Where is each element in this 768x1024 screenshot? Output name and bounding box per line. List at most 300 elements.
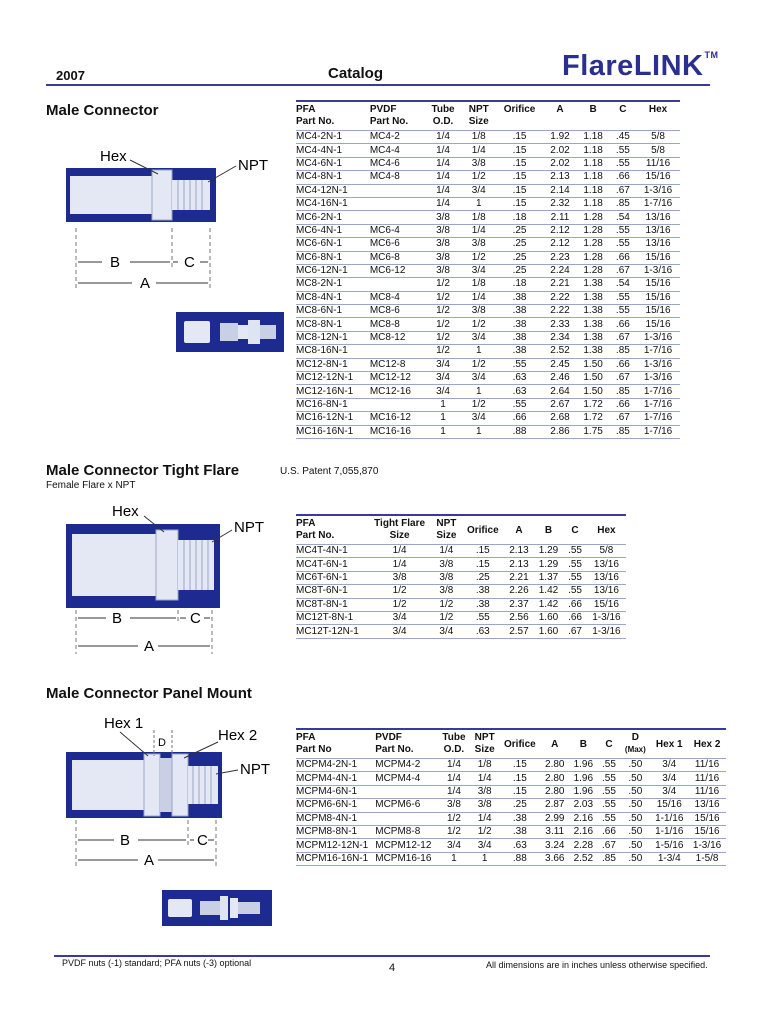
section-title-tight-flare: Male Connector Tight Flare — [46, 462, 240, 479]
table-cell: 3/8 — [462, 305, 496, 318]
label-a: A — [140, 275, 151, 292]
table-cell: 1-3/16 — [636, 331, 680, 344]
table-cell: 1/4 — [424, 131, 462, 144]
table-cell: 5/8 — [636, 144, 680, 157]
table-cell: 1/4 — [424, 144, 462, 157]
table-cell — [375, 785, 438, 798]
th-c: C — [598, 729, 621, 759]
table-cell: MC8T-8N-1 — [296, 598, 368, 611]
th-pvdf: PVDF — [370, 101, 424, 116]
table-cell: 15/16 — [688, 825, 726, 838]
table-row — [296, 197, 680, 210]
table-cell: .55 — [598, 812, 621, 825]
table-cell — [370, 398, 424, 411]
table-cell: MC8-4N-1 — [296, 291, 370, 304]
table-cell: 1.18 — [577, 144, 610, 157]
table-cell: .55 — [563, 558, 587, 571]
table-cell: 1.29 — [534, 545, 564, 558]
table-cell: 3/8 — [438, 799, 470, 812]
table-row — [296, 625, 626, 638]
table-row — [296, 385, 680, 398]
th-b: B — [569, 729, 598, 759]
table-cell: MC6-4 — [370, 224, 424, 237]
diagram-body — [72, 534, 156, 596]
table-cell: 3/8 — [462, 238, 496, 251]
table-cell: 1.38 — [577, 291, 610, 304]
table-cell: 1/8 — [462, 278, 496, 291]
table-cell: 13/16 — [636, 238, 680, 251]
table-cell: 1/2 — [462, 171, 496, 184]
table-cell: 1.72 — [577, 412, 610, 425]
table-cell: MCPM4-2 — [375, 759, 438, 772]
table-cell — [370, 184, 424, 197]
th-npt-sub: Size — [468, 116, 489, 127]
table-cell: .66 — [610, 318, 636, 331]
male-connector-table — [296, 100, 680, 439]
label-d: D — [158, 737, 166, 749]
table-cell: MC4-4 — [370, 144, 424, 157]
table-row — [296, 812, 726, 825]
table-cell: MC8-2N-1 — [296, 278, 370, 291]
table-cell: 1/2 — [438, 825, 470, 838]
table-cell: 3/4 — [470, 839, 499, 852]
table-cell: 1-7/16 — [636, 385, 680, 398]
table-cell: 1/4 — [438, 759, 470, 772]
table-cell: 2.80 — [540, 759, 569, 772]
table-cell: 3/4 — [438, 839, 470, 852]
table-cell: 1/2 — [431, 598, 461, 611]
table-cell: MCPM4-6N-1 — [296, 785, 375, 798]
table-cell: 1.42 — [534, 585, 564, 598]
table-cell: .67 — [610, 264, 636, 277]
table-cell: 1/2 — [424, 345, 462, 358]
th-tube-sub: O.D. — [443, 744, 465, 755]
table-cell: 2.12 — [543, 238, 576, 251]
table-cell: MCPM6-6 — [375, 799, 438, 812]
table-cell: 1-3/16 — [688, 839, 726, 852]
table-cell: MCPM12-12N-1 — [296, 839, 375, 852]
table-cell: .67 — [610, 412, 636, 425]
table-cell — [370, 278, 424, 291]
table-cell: .18 — [496, 211, 544, 224]
th-c: C — [563, 515, 587, 545]
table-cell: 1-3/16 — [636, 184, 680, 197]
tight-flare-table — [296, 514, 626, 639]
table-cell: 1/2 — [438, 812, 470, 825]
table-cell: 1.38 — [577, 305, 610, 318]
table-row — [296, 345, 680, 358]
table-cell: 2.13 — [504, 558, 534, 571]
label-b: B — [112, 610, 123, 627]
table-cell: MC12-12 — [370, 372, 424, 385]
table-cell: 1-3/16 — [587, 611, 626, 624]
table-cell: 1/4 — [431, 545, 461, 558]
th-d-sub: (Max) — [624, 745, 646, 754]
table-cell: .54 — [610, 278, 636, 291]
table-cell: .38 — [496, 291, 544, 304]
table-cell: .88 — [496, 425, 544, 438]
th-pfa-sub: Part No. — [296, 116, 335, 127]
table-cell: MCPM8-4N-1 — [296, 812, 375, 825]
table-cell: 2.86 — [543, 425, 576, 438]
catalog-year: 2007 — [56, 68, 85, 83]
table-cell: 1.28 — [577, 251, 610, 264]
table-cell: MC4-6 — [370, 157, 424, 170]
table-cell: 2.28 — [569, 839, 598, 852]
th-tight-flare-sub: Size — [389, 530, 410, 541]
th-hex1: Hex 1 — [650, 729, 688, 759]
table-cell: 1 — [424, 398, 462, 411]
table-cell — [375, 812, 438, 825]
table-cell: 11/16 — [688, 759, 726, 772]
table-cell: 2.52 — [543, 345, 576, 358]
table-cell: 15/16 — [650, 799, 688, 812]
table-cell: 1 — [424, 412, 462, 425]
table-row — [296, 157, 680, 170]
table-cell: .63 — [496, 372, 544, 385]
table-cell: 1/2 — [462, 358, 496, 371]
table-cell: 3/4 — [462, 372, 496, 385]
table-cell: .66 — [563, 598, 587, 611]
table-cell: 13/16 — [636, 211, 680, 224]
th-npt: NPT — [462, 101, 496, 116]
diagram-panel-nut — [160, 758, 172, 812]
table-cell: .67 — [610, 331, 636, 344]
table-cell: 3/4 — [462, 184, 496, 197]
table-row — [296, 278, 680, 291]
diagram-hex — [156, 530, 178, 600]
label-npt: NPT — [240, 761, 270, 778]
table-cell: MC6-8N-1 — [296, 251, 370, 264]
table-cell: 1-3/16 — [636, 264, 680, 277]
male-connector-diagram — [60, 140, 280, 300]
table-row — [296, 412, 680, 425]
table-cell: .66 — [610, 358, 636, 371]
logo-trademark: TM — [704, 50, 719, 60]
table-cell: 1/4 — [462, 291, 496, 304]
table-cell: .50 — [620, 772, 650, 785]
table-cell: 2.12 — [543, 224, 576, 237]
table-cell: 1 — [424, 425, 462, 438]
table-cell: 1/2 — [424, 291, 462, 304]
table-cell: 2.13 — [504, 545, 534, 558]
table-cell: 3/4 — [650, 772, 688, 785]
table-cell: .38 — [499, 825, 540, 838]
table-cell: 1.38 — [577, 331, 610, 344]
table-cell: 2.99 — [540, 812, 569, 825]
table-cell: 1-3/16 — [587, 625, 626, 638]
male-connector-photo — [176, 312, 284, 352]
table-cell: 1/8 — [462, 211, 496, 224]
table-row — [296, 558, 626, 571]
table-cell: .50 — [620, 839, 650, 852]
table-cell: .67 — [598, 839, 621, 852]
table-cell: 2.22 — [543, 305, 576, 318]
table-cell: 5/8 — [587, 545, 626, 558]
table-cell: 2.80 — [540, 785, 569, 798]
table-cell: 2.26 — [504, 585, 534, 598]
panel-mount-diagram — [62, 712, 284, 872]
table-cell: 15/16 — [636, 291, 680, 304]
tight-flare-subtitle: Female Flare x NPT — [46, 480, 136, 491]
table-cell: 3/4 — [368, 611, 431, 624]
table-cell: 1-5/16 — [650, 839, 688, 852]
table-cell: 3/4 — [650, 785, 688, 798]
table-cell: 1.60 — [534, 625, 564, 638]
table-cell: MC8-8 — [370, 318, 424, 331]
table-cell: MC16-16 — [370, 425, 424, 438]
table-cell: 1.28 — [577, 224, 610, 237]
table-cell: 1/4 — [462, 144, 496, 157]
th-orifice: Orifice — [499, 729, 540, 759]
label-c: C — [190, 610, 201, 627]
table-cell: 1.28 — [577, 238, 610, 251]
table-cell: 1.96 — [569, 785, 598, 798]
table-cell: 1-7/16 — [636, 425, 680, 438]
th-pfa: PFA — [296, 515, 368, 530]
table-cell: 15/16 — [636, 251, 680, 264]
table-cell: 1.38 — [577, 278, 610, 291]
table-cell: .85 — [610, 345, 636, 358]
table-cell: MC4T-4N-1 — [296, 545, 368, 558]
table-cell: .55 — [598, 799, 621, 812]
table-row — [296, 598, 626, 611]
table-cell: MC16-12N-1 — [296, 412, 370, 425]
label-c: C — [184, 254, 195, 271]
table-cell: 2.57 — [504, 625, 534, 638]
th-hex: Hex — [636, 101, 680, 131]
table-cell: 1.28 — [577, 264, 610, 277]
table-cell: MC4-2 — [370, 131, 424, 144]
table-cell: MC4-16N-1 — [296, 197, 370, 210]
table-cell: MC6-6N-1 — [296, 238, 370, 251]
table-cell: 3/4 — [368, 625, 431, 638]
th-npt-sub: Size — [474, 744, 495, 755]
label-a: A — [144, 638, 155, 655]
table-cell: .85 — [598, 852, 621, 865]
table-cell: 1/2 — [470, 825, 499, 838]
th-tube: Tube — [424, 101, 462, 116]
th-tight-flare: Tight Flare — [368, 515, 431, 530]
table-cell: MCPM12-12 — [375, 839, 438, 852]
table-cell: 1-1/16 — [650, 812, 688, 825]
table-row — [296, 305, 680, 318]
th-orifice: Orifice — [496, 101, 544, 131]
diagram-body — [70, 176, 152, 214]
table-cell: 1-3/16 — [636, 358, 680, 371]
table-cell: MC12T-8N-1 — [296, 611, 368, 624]
label-hex: Hex — [100, 148, 127, 165]
table-cell: 1.18 — [577, 184, 610, 197]
table-row — [296, 611, 626, 624]
table-cell: 3/8 — [424, 224, 462, 237]
table-cell: .50 — [620, 759, 650, 772]
table-row — [296, 772, 726, 785]
table-cell: 1.60 — [534, 611, 564, 624]
table-cell: .25 — [499, 799, 540, 812]
table-row — [296, 144, 680, 157]
table-cell: .25 — [496, 224, 544, 237]
th-pvdf-sub: Part No. — [375, 744, 414, 755]
table-cell: 2.46 — [543, 372, 576, 385]
table-cell: 1/2 — [424, 278, 462, 291]
table-cell: 1-7/16 — [636, 345, 680, 358]
table-cell: 1/4 — [470, 772, 499, 785]
table-cell: 1/4 — [424, 171, 462, 184]
table-cell: 2.21 — [543, 278, 576, 291]
table-cell: .66 — [610, 171, 636, 184]
table-cell: 1-7/16 — [636, 197, 680, 210]
table-cell: 2.34 — [543, 331, 576, 344]
th-pfa: PFA — [296, 729, 375, 744]
table-cell: 1/8 — [462, 131, 496, 144]
table-cell: .63 — [496, 385, 544, 398]
table-cell: 13/16 — [587, 571, 626, 584]
table-row — [296, 291, 680, 304]
table-cell: .55 — [563, 545, 587, 558]
table-row — [296, 264, 680, 277]
table-cell: 2.03 — [569, 799, 598, 812]
th-pfa: PFA — [296, 101, 370, 116]
table-cell: 1-3/4 — [650, 852, 688, 865]
table-cell: 1.50 — [577, 372, 610, 385]
table-cell: .38 — [499, 812, 540, 825]
table-cell: .25 — [496, 251, 544, 264]
table-cell: 2.87 — [540, 799, 569, 812]
table-cell: MC4-12N-1 — [296, 184, 370, 197]
table-cell: .15 — [496, 197, 544, 210]
table-cell: MCPM4-4N-1 — [296, 772, 375, 785]
footer-dimensions-note: All dimensions are in inches unless otherwise specified. — [486, 960, 708, 970]
table-row — [296, 211, 680, 224]
table-cell: 1-7/16 — [636, 398, 680, 411]
table-cell — [370, 211, 424, 224]
table-cell: .55 — [610, 238, 636, 251]
table-row — [296, 785, 726, 798]
table-cell: 13/16 — [587, 585, 626, 598]
table-cell: .15 — [496, 144, 544, 157]
table-cell: 1.18 — [577, 157, 610, 170]
table-cell: 15/16 — [636, 278, 680, 291]
table-cell: .15 — [496, 184, 544, 197]
table-cell: 1/4 — [438, 772, 470, 785]
table-row — [296, 839, 726, 852]
table-cell: 3/8 — [470, 799, 499, 812]
header-rule — [46, 84, 710, 86]
table-cell: MC4-4N-1 — [296, 144, 370, 157]
table-cell: MCPM4-2N-1 — [296, 759, 375, 772]
table-cell: .38 — [461, 585, 504, 598]
table-cell: .15 — [496, 157, 544, 170]
table-cell: MCPM8-8 — [375, 825, 438, 838]
table-cell: .25 — [496, 264, 544, 277]
table-cell: MC8-16N-1 — [296, 345, 370, 358]
label-hex: Hex — [112, 503, 139, 520]
table-cell: 1/2 — [368, 585, 431, 598]
table-cell: 3/8 — [424, 238, 462, 251]
table-cell: 1/4 — [462, 224, 496, 237]
table-cell: 11/16 — [636, 157, 680, 170]
table-cell: 3/4 — [650, 759, 688, 772]
table-cell: 3.66 — [540, 852, 569, 865]
table-cell: 1-5/8 — [688, 852, 726, 865]
table-cell: 1.18 — [577, 131, 610, 144]
footer-rule — [54, 955, 710, 957]
table-cell: MC4T-6N-1 — [296, 558, 368, 571]
table-cell: MCPM6-6N-1 — [296, 799, 375, 812]
table-cell: 3/8 — [431, 571, 461, 584]
table-cell: MC8-6N-1 — [296, 305, 370, 318]
table-row — [296, 759, 726, 772]
table-cell: 3/4 — [462, 412, 496, 425]
table-cell: 1/2 — [424, 305, 462, 318]
patent-note: U.S. Patent 7,055,870 — [280, 466, 379, 477]
table-cell: 15/16 — [688, 812, 726, 825]
table-cell: MC8-6 — [370, 305, 424, 318]
table-cell: 1/2 — [424, 331, 462, 344]
th-b: B — [577, 101, 610, 131]
table-cell: .63 — [499, 839, 540, 852]
table-cell: .55 — [598, 759, 621, 772]
table-cell: 1/2 — [368, 598, 431, 611]
table-cell: .88 — [499, 852, 540, 865]
table-cell: MC4-8 — [370, 171, 424, 184]
th-hex: Hex — [587, 515, 626, 545]
table-cell: MC8-12N-1 — [296, 331, 370, 344]
label-b: B — [120, 832, 131, 849]
table-cell: .55 — [610, 224, 636, 237]
table-cell: .85 — [610, 425, 636, 438]
table-cell: 2.68 — [543, 412, 576, 425]
table-cell: 1/4 — [470, 812, 499, 825]
table-cell: .50 — [620, 812, 650, 825]
table-cell: 1/4 — [424, 197, 462, 210]
table-cell: .55 — [610, 157, 636, 170]
label-c: C — [197, 832, 208, 849]
th-hex2: Hex 2 — [688, 729, 726, 759]
table-cell: 1 — [470, 852, 499, 865]
table-cell: 13/16 — [688, 799, 726, 812]
table-cell: 1-7/16 — [636, 412, 680, 425]
table-cell: 3/4 — [462, 331, 496, 344]
table-row — [296, 238, 680, 251]
panel-mount-table — [296, 728, 726, 866]
table-cell: 3/8 — [368, 571, 431, 584]
table-cell: .15 — [499, 785, 540, 798]
table-cell: .15 — [496, 131, 544, 144]
table-cell: 15/16 — [636, 171, 680, 184]
table-cell: 2.02 — [543, 157, 576, 170]
table-cell: MCPM16-16 — [375, 852, 438, 865]
table-cell: 2.67 — [543, 398, 576, 411]
table-cell: 1.96 — [569, 759, 598, 772]
table-cell: 3/8 — [431, 585, 461, 598]
table-cell: .18 — [496, 278, 544, 291]
table-cell: 1 — [438, 852, 470, 865]
table-cell: MC16-12 — [370, 412, 424, 425]
table-cell: MC12-12N-1 — [296, 372, 370, 385]
table-cell: 2.21 — [504, 571, 534, 584]
table-cell: .15 — [499, 759, 540, 772]
th-npt-sub: Size — [436, 530, 457, 541]
table-cell: 1.28 — [577, 211, 610, 224]
table-row — [296, 852, 726, 865]
table-cell: 3/8 — [424, 211, 462, 224]
table-cell: MC12-16 — [370, 385, 424, 398]
table-cell: 1.38 — [577, 318, 610, 331]
table-cell: 1/2 — [462, 318, 496, 331]
section-title-panel-mount: Male Connector Panel Mount — [46, 685, 252, 702]
